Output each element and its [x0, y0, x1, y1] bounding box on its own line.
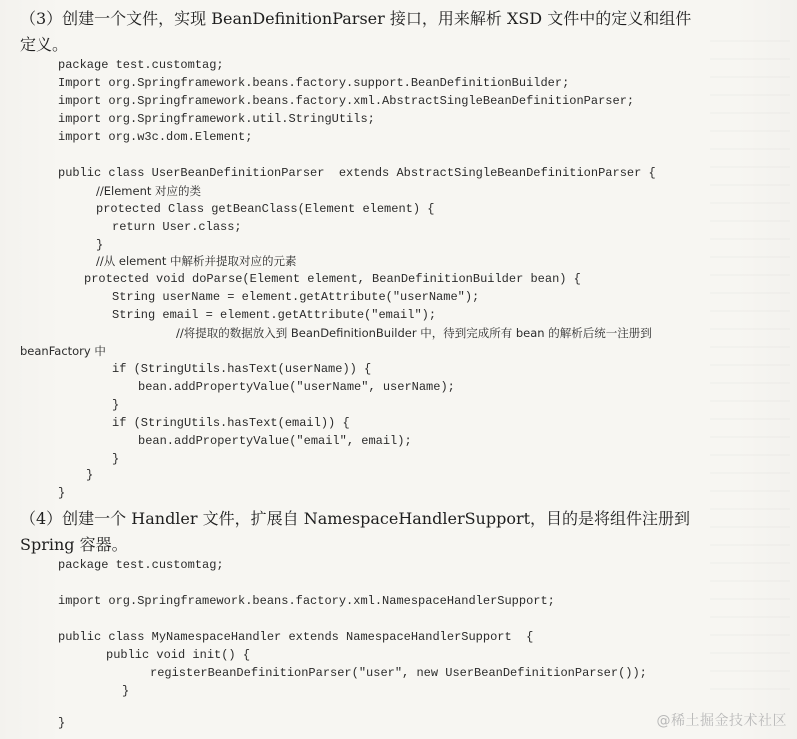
code-line: bean.addPropertyValue("email", email);: [138, 434, 412, 448]
code-line: }: [58, 486, 66, 500]
code-line: package test.customtag;: [58, 58, 224, 72]
code-line: if (StringUtils.hasText(email)) {: [112, 416, 350, 430]
code-line: Import org.Springframework.beans.factory.support.BeanDefinitionBuilder;: [58, 76, 570, 90]
step-3-line-1: （3）创建一个文件，实现 BeanDefinitionParser 接口，用来解析 XSD 文件中的定义和组件: [20, 9, 692, 28]
code-line: protected Class getBeanClass(Element element) {: [96, 202, 435, 216]
step-4-line-2: Spring 容器。: [20, 535, 128, 554]
code-line: String email = element.getAttribute("email");: [112, 308, 437, 322]
code-line: if (StringUtils.hasText(userName)) {: [112, 362, 372, 376]
code-line: }: [122, 684, 130, 698]
code-line: }: [112, 452, 120, 466]
code-line: public void init() {: [106, 648, 251, 662]
code-line: }: [58, 716, 66, 730]
step-3-line-2: 定义。: [20, 35, 69, 54]
code-line: import org.Springframework.util.StringUtils;: [58, 112, 375, 126]
watermark: @稀土掘金技术社区: [656, 713, 787, 729]
code-line: package test.customtag;: [58, 558, 224, 572]
code-line: bean.addPropertyValue("userName", userName);: [138, 380, 455, 394]
code-line: }: [112, 398, 120, 412]
code-line: public class UserBeanDefinitionParser extends AbstractSingleBeanDefinitionParser {: [58, 166, 656, 180]
code-line: beanFactory 中: [20, 344, 106, 358]
step-4-line-1: （4）创建一个 Handler 文件，扩展自 NamespaceHandlerSupport，目的是将组件注册到: [20, 509, 691, 528]
code-line: registerBeanDefinitionParser("user", new UserBeanDefinitionParser());: [150, 666, 647, 680]
code-line: //Element 对应的类: [96, 184, 202, 198]
code-line: return User.class;: [112, 220, 242, 234]
step-4-paragraph: [20, 506, 780, 558]
bleed-through-shadow: [710, 40, 790, 700]
code-line: }: [96, 238, 104, 252]
code-line: //从 element 中解析并提取对应的元素: [96, 254, 297, 268]
code-line: }: [86, 468, 94, 482]
code-line: import org.Springframework.beans.factory.xml.NamespaceHandlerSupport;: [58, 594, 555, 608]
code-line: import org.Springframework.beans.factory.xml.AbstractSingleBeanDefinitionParser;: [58, 94, 635, 108]
code-line: //将提取的数据放入到 BeanDefinitionBuilder 中，待到完成所有 bean 的解析后统一注册到: [176, 326, 652, 340]
step-3-paragraph: [20, 6, 780, 58]
code-line: public class MyNamespaceHandler extends NamespaceHandlerSupport {: [58, 630, 534, 644]
code-line: String userName = element.getAttribute("userName");: [112, 290, 480, 304]
code-line: import org.w3c.dom.Element;: [58, 130, 253, 144]
code-line: protected void doParse(Element element, BeanDefinitionBuilder bean) {: [84, 272, 581, 286]
